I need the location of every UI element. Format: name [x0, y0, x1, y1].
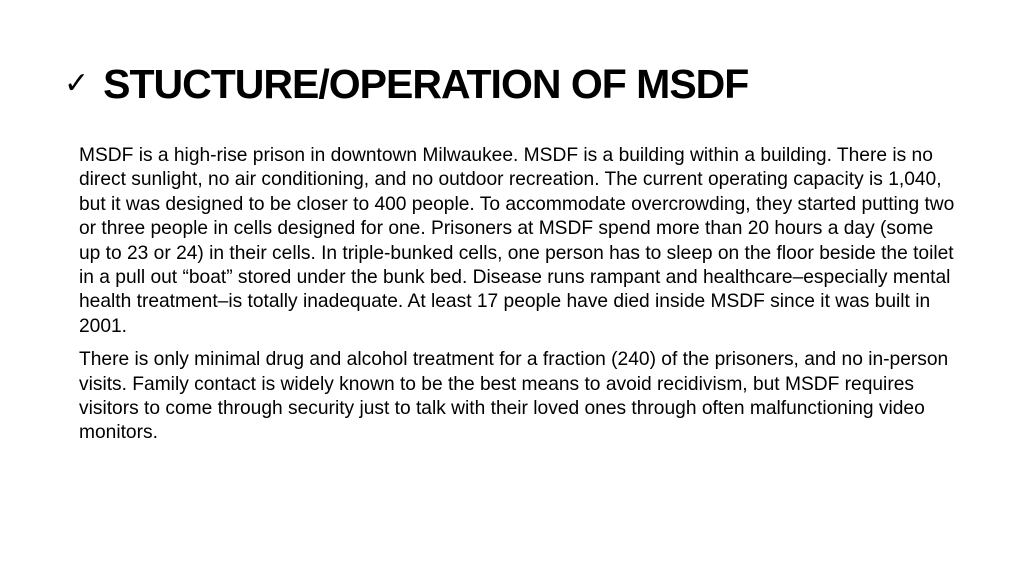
body-paragraph-2: There is only minimal drug and alcohol treatment for a fraction (240) of the prisoners, and no in-person visits. Family contact is widely known to be the best means to avoid recidivism, but MSDF requires visitors to come through security just to talk with their loved ones through often malfunctioning video monitors.: [79, 349, 949, 444]
slide-title: STUCTURE/OPERATION OF MSDF: [103, 60, 749, 107]
body-paragraph-1: MSDF is a high-rise prison in downtown Milwaukee. MSDF is a building within a building. There is no direct sunlight, no air conditioning, and no outdoor recreation. The current operating capacity is 1,040, but it was designed to be closer to 400 people. To accommodate overcrowding, they started putting two or three people in cells designed for one. Prisoners at MSDF spend more than 20 hours a day (some up to 23 or 24) in their cells. In triple-bunked cells, one person has to sleep on the floor beside the toilet in a pull out “boat” stored under the bunk bed. Disease runs rampant and healthcare–especially mental health treatment–is totally inadequate. At least 17 people have died inside MSDF since it was built in 2001.: [79, 145, 955, 337]
slide-body: [79, 144, 959, 455]
title-row: [64, 56, 1004, 112]
checkmark-icon: ✓: [64, 66, 90, 101]
